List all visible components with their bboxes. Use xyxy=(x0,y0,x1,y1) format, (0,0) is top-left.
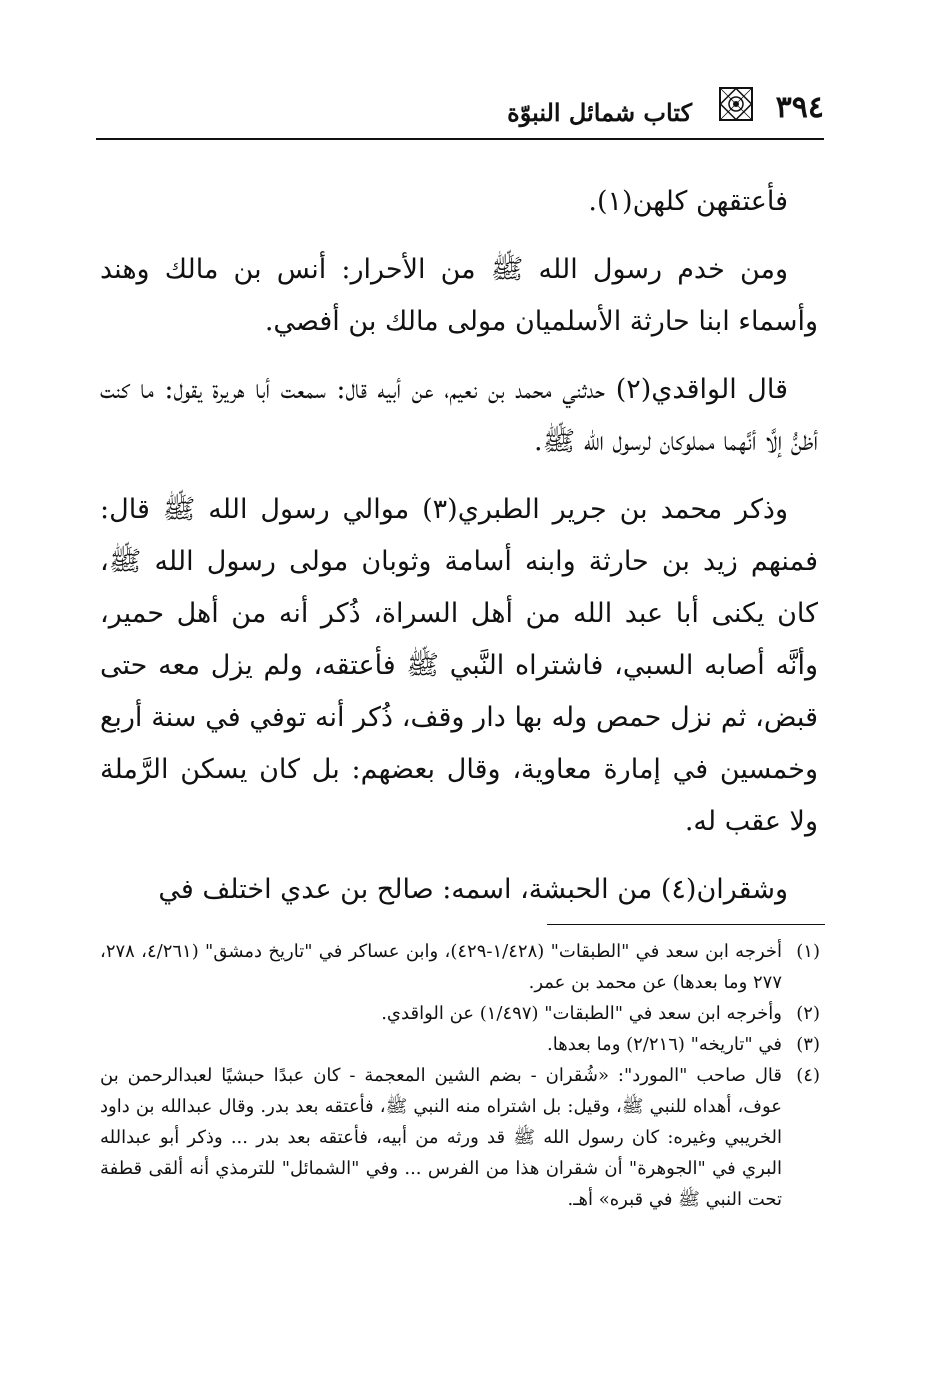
footnote-text: وأخرجه ابن سعد في "الطبقات" (١/٤٩٧) عن الواقدي. xyxy=(381,1003,782,1024)
page-header xyxy=(96,82,824,142)
ornament-icon xyxy=(718,86,754,122)
footnote xyxy=(100,936,820,998)
main-text xyxy=(100,176,818,932)
footnote xyxy=(100,1060,820,1215)
footnote xyxy=(100,1029,820,1060)
footnotes xyxy=(100,936,820,1215)
paragraph: وذكر محمد بن جرير الطبري(٣) موالي رسول الله ﷺ قال: فمنهم زيد بن حارثة وابنه أسامة وثوبان مولى رسول الله ﷺ، كان يكنى أبا عبد الله من أهل السراة، ذُكر أنه من أهل حمير، وأنَّه أصابه السبي، فاشتراه النَّبي ﷺ فأعتقه، ولم يزل معه حتى قبض، ثم نزل حمص وله بها دار وقف، ذُكر أنه توفي في سنة أربع وخمسين في إمارة معاوية، وقال بعضهم: بل كان يسكن الرَّملة ولا عقب له. xyxy=(100,494,818,837)
paragraph: ومن خدم رسول الله ﷺ من الأحرار: أنس بن مالك وهند وأسماء ابنا حارثة الأسلميان مولى مالك بن أفصي. xyxy=(100,254,818,337)
footnote-divider xyxy=(547,924,825,925)
header-rule xyxy=(96,138,824,140)
footnote-number: (٢) xyxy=(796,1003,820,1024)
footnote-number: (٣) xyxy=(796,1034,820,1055)
footnote-number: (١) xyxy=(796,941,820,962)
page-number: ٣٩٤ xyxy=(775,90,824,125)
paragraph: وشقران(٤) من الحبشة، اسمه: صالح بن عدي اختلف في xyxy=(158,874,788,905)
paragraph: قال الواقدي(٢) حدثني محمد بن نعيم، عن أبيه قال: سمعت أبا هريرة يقول: ما كنت أظنُّ إلَّا أنَّهما مملوكان لرسول الله ﷺ. xyxy=(100,374,818,457)
paragraph: فأعتقهن كلهن(١). xyxy=(588,186,788,217)
book-title: كتاب شمائل النبوّة xyxy=(507,98,692,127)
footnote-text: قال صاحب "المورد": «شُقران - بضم الشين المعجمة - كان عبدًا حبشيًا لعبدالرحمن بن عوف، أهداه للنبي ﷺ، وقيل: بل اشتراه منه النبي ﷺ، فأعتقه بعد بدر. وقال عبدالله بن داود الخريبي وغيره: كان رسول الله ﷺ قد ورثه من أبيه، فأعتقه بعد بدر ... وذكر أبو عبدالله البري في "الجوهرة" أن شقران هذا من الفرس ... وفي "الشمائل" للترمذي أنه ألقى قطفة تحت النبي ﷺ في قبره» أهـ. xyxy=(100,1065,782,1210)
footnote-text: في "تاريخه" (٢/٢١٦) وما بعدها. xyxy=(547,1034,782,1055)
footnote xyxy=(100,998,820,1029)
footnote-text: أخرجه ابن سعد في "الطبقات" (١/٤٢٨-٤٢٩)، وابن عساكر في "تاريخ دمشق" (٤/٢٦١، ٢٧٨، ٢٧٧ وما بعدها) عن محمد بن عمر. xyxy=(100,941,783,993)
footnote-number: (٤) xyxy=(796,1065,820,1086)
